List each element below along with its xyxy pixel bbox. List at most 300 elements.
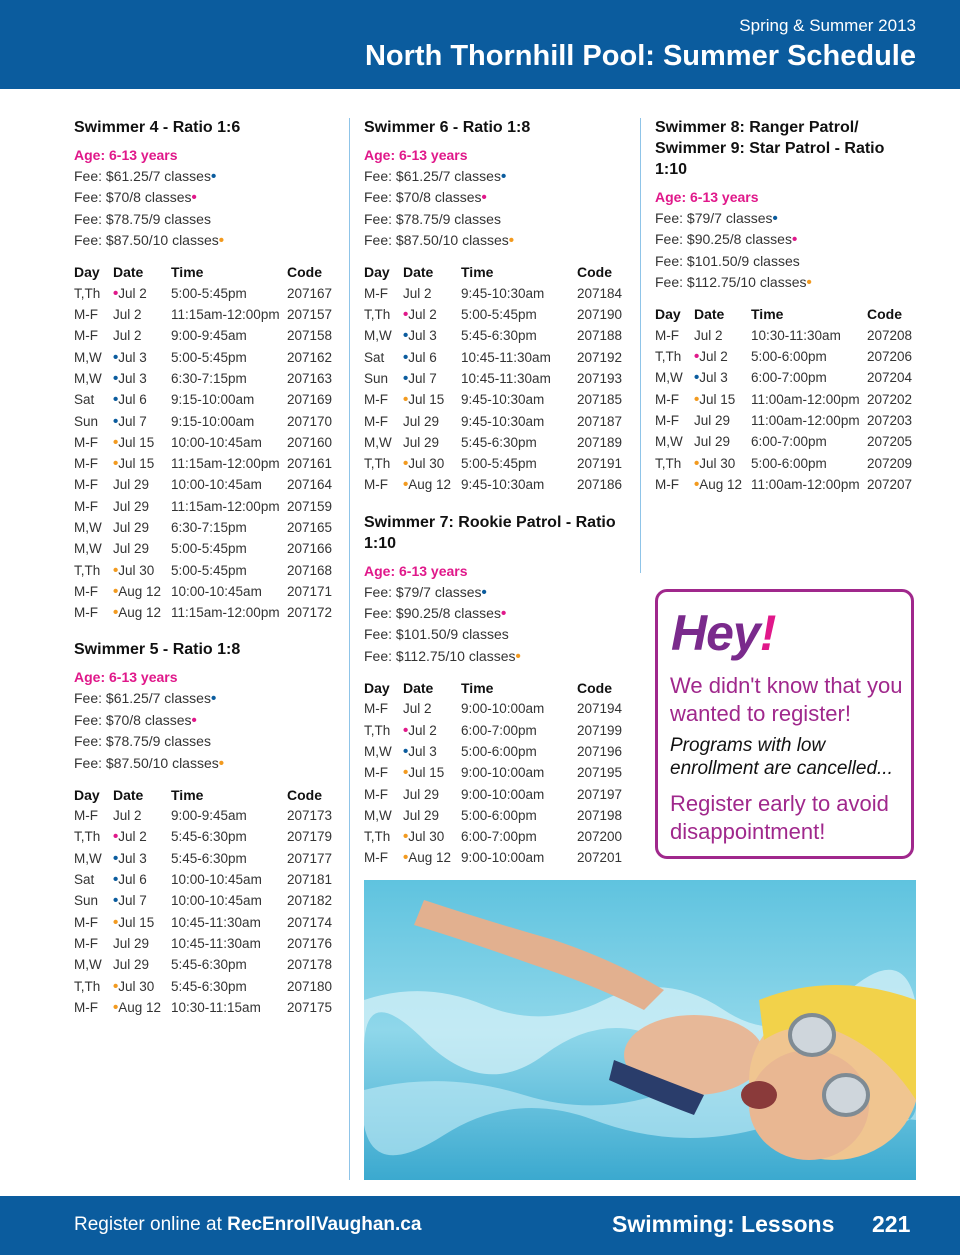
time-cell: 5:00-6:00pm (461, 743, 537, 759)
table-row (74, 283, 340, 304)
time-cell: 9:00-9:45am (171, 808, 247, 824)
code-cell: 207188 (577, 328, 623, 344)
fee-text: Fee: $79/7 classes (364, 583, 482, 600)
date-text: Jul 30 (408, 829, 445, 845)
day-cell: Sun (74, 413, 99, 429)
pink-dot-icon: • (191, 189, 197, 207)
day-cell: M-F (655, 412, 679, 428)
day-cell: M,W (655, 434, 683, 450)
date-cell (113, 304, 171, 325)
date-cell (113, 283, 171, 304)
time-cell: 5:00-5:45pm (171, 285, 247, 301)
date-text: Jul 2 (408, 307, 437, 323)
day-cell: M,W (74, 349, 102, 365)
blue-dot-icon: • (113, 391, 119, 409)
notice-line-1: We didn't know that you wanted to register! (670, 673, 903, 726)
date-text: Jul 30 (118, 978, 155, 994)
day-cell: M,W (364, 434, 392, 450)
page-number: 221 (872, 1211, 911, 1237)
code-cell: 207194 (577, 701, 623, 717)
column-header-time: Time (751, 306, 784, 323)
date-text: Aug 12 (408, 477, 452, 493)
day-cell: M,W (364, 328, 392, 344)
day-cell: M,W (364, 743, 392, 759)
day-cell: M-F (74, 456, 98, 472)
schedule-table (74, 784, 340, 1018)
code-cell: 207204 (867, 370, 913, 386)
section-title: Swimmer 5 - Ratio 1:8 (74, 641, 241, 659)
time-cell: 10:00-10:45am (171, 434, 262, 450)
date-cell (113, 410, 171, 431)
fee-text: Fee: $90.25/8 classes (364, 605, 501, 621)
fee-line (364, 230, 630, 251)
column-header-code: Code (287, 786, 322, 803)
fee-text: Fee: $70/8 classes (364, 189, 482, 206)
orange-dot-icon: • (218, 232, 225, 250)
date-text: Jul 3 (408, 743, 437, 759)
date-text: Aug 12 (118, 999, 162, 1015)
orange-dot-icon: • (218, 754, 225, 772)
code-cell: 207165 (287, 520, 333, 536)
register-online (74, 1214, 421, 1236)
code-cell: 207186 (577, 477, 623, 493)
code-cell: 207158 (287, 328, 333, 344)
table-row (364, 474, 630, 495)
column-header-time: Time (171, 264, 204, 281)
date-cell (403, 304, 461, 325)
time-cell: 5:00-6:00pm (751, 455, 827, 471)
date-text: Jul 30 (408, 456, 445, 472)
table-header-row (364, 262, 630, 283)
date-text: Jul 15 (118, 456, 155, 472)
day-cell: T,Th (655, 455, 682, 471)
date-text: Jul 2 (694, 327, 723, 343)
schedule-table (364, 262, 630, 496)
footer-section-name: Swimming: Lessons (612, 1211, 835, 1237)
code-cell: 207191 (577, 456, 623, 472)
day-cell: Sun (364, 370, 389, 386)
time-cell: 9:15-10:00am (171, 392, 255, 408)
orange-dot-icon: • (694, 390, 700, 408)
date-cell (113, 538, 171, 559)
time-cell: 6:00-7:00pm (461, 722, 537, 738)
table-row (74, 474, 340, 495)
season-label: Spring & Summer 2013 (739, 16, 916, 35)
table-row (655, 325, 917, 346)
table-row (655, 367, 917, 388)
day-cell: M-F (74, 583, 98, 599)
table-row (74, 389, 340, 410)
date-text: Jul 15 (699, 391, 736, 407)
section-title: Swimmer 4 - Ratio 1:6 (74, 119, 241, 136)
time-cell: 11:00am-12:00pm (751, 476, 860, 492)
date-text: Aug 12 (408, 850, 452, 866)
table-header-row (74, 262, 340, 283)
day-cell: T,Th (74, 978, 101, 994)
swimmer-photo (364, 880, 916, 1180)
date-text: Jul 29 (113, 477, 150, 493)
orange-dot-icon: • (403, 828, 409, 846)
table-row (655, 452, 917, 473)
date-text: Jul 2 (113, 328, 142, 344)
day-cell: M-F (364, 701, 388, 717)
date-text: Jul 30 (699, 455, 736, 471)
column-header-date: Date (403, 264, 434, 281)
date-cell (694, 325, 751, 346)
time-cell: 6:30-7:15pm (171, 520, 247, 536)
code-cell: 207180 (287, 978, 333, 994)
column-divider (640, 118, 641, 573)
date-text: Aug 12 (699, 476, 743, 492)
time-cell: 5:45-6:30pm (171, 829, 247, 845)
blue-dot-icon: • (113, 892, 119, 910)
day-cell: T,Th (655, 349, 682, 365)
date-cell (403, 325, 461, 346)
date-text: Jul 2 (118, 829, 147, 845)
table-row (74, 347, 340, 368)
fee-line (364, 582, 630, 603)
fee-text: Fee: $101.50/9 classes (655, 252, 800, 269)
date-cell (113, 805, 171, 826)
column-middle (364, 117, 630, 885)
day-cell: M-F (74, 605, 98, 621)
table-row (364, 283, 630, 304)
age-range: Age: 6-13 years (74, 669, 178, 686)
orange-dot-icon: • (403, 764, 409, 782)
fee-text: Fee: $101.50/9 classes (364, 626, 509, 643)
day-cell: M,W (364, 807, 392, 823)
day-cell: T,Th (74, 562, 101, 578)
blue-dot-icon: • (500, 168, 507, 185)
section-swimmer-6 (364, 117, 630, 496)
orange-dot-icon: • (403, 455, 409, 473)
table-row (364, 432, 630, 453)
pink-dot-icon: • (191, 711, 197, 729)
table-row (74, 325, 340, 346)
time-cell: 5:45-6:30pm (171, 978, 247, 994)
fee-line (655, 251, 917, 272)
day-cell: M,W (74, 541, 102, 557)
column-header-day: Day (364, 264, 390, 281)
date-cell (403, 389, 461, 410)
date-text: Jul 7 (118, 413, 147, 429)
table-row (74, 453, 340, 474)
column-header-day: Day (655, 306, 681, 323)
fee-text: Fee: $61.25/7 classes (364, 168, 501, 184)
code-cell: 207177 (287, 850, 333, 866)
pink-dot-icon: • (403, 306, 409, 324)
date-cell (113, 933, 171, 954)
table-row (364, 741, 630, 762)
blue-dot-icon: • (403, 348, 409, 366)
date-cell (113, 453, 171, 474)
fee-line (74, 209, 344, 230)
day-cell: M,W (655, 370, 683, 386)
register-site-link[interactable]: RecEnrollVaughan.ca (227, 1214, 422, 1235)
time-cell: 10:45-11:30am (461, 370, 551, 386)
table-row (655, 389, 917, 410)
time-cell: 5:00-6:00pm (751, 349, 827, 365)
code-cell: 207201 (577, 850, 623, 866)
date-text: Jul 6 (408, 349, 437, 365)
code-cell: 207169 (287, 392, 333, 408)
day-cell: M,W (74, 957, 102, 973)
code-cell: 207205 (867, 434, 913, 450)
code-cell: 207206 (867, 349, 913, 365)
date-text: Jul 29 (113, 520, 150, 536)
column-header-code: Code (287, 264, 322, 281)
date-text: Jul 29 (113, 541, 150, 557)
day-cell: T,Th (364, 456, 391, 472)
time-cell: 9:00-10:00am (461, 765, 545, 781)
table-row (74, 304, 340, 325)
date-cell (403, 283, 461, 304)
table-row (364, 325, 630, 346)
day-cell: M-F (74, 808, 98, 824)
table-header-row (655, 304, 917, 325)
time-cell: 10:00-10:45am (171, 893, 262, 909)
blue-dot-icon: • (403, 742, 409, 760)
code-cell: 207193 (577, 370, 623, 386)
column-header-date: Date (694, 306, 725, 323)
day-cell: M-F (74, 477, 98, 493)
schedule-table (74, 262, 340, 624)
column-header-day: Day (74, 786, 100, 803)
code-cell: 207166 (287, 541, 333, 557)
table-row (364, 304, 630, 325)
date-cell (113, 368, 171, 389)
blue-dot-icon: • (210, 690, 217, 708)
fee-line (364, 624, 630, 645)
table-row (364, 783, 630, 804)
date-text: Aug 12 (118, 583, 162, 599)
code-cell: 207209 (867, 455, 913, 471)
date-text: Jul 3 (118, 370, 147, 386)
code-cell: 207159 (287, 498, 333, 514)
date-cell (113, 975, 171, 996)
notice-line-3: Register early to avoid disappointment! (670, 791, 889, 844)
column-header-day: Day (364, 679, 390, 696)
orange-dot-icon: • (113, 561, 119, 579)
table-row (655, 431, 917, 452)
fee-text: Fee: $78.75/9 classes (364, 210, 501, 227)
day-cell: M-F (655, 391, 679, 407)
fee-line (364, 166, 630, 187)
date-text: Jul 2 (403, 701, 432, 717)
blue-dot-icon: • (772, 210, 778, 227)
orange-dot-icon: • (113, 977, 119, 995)
time-cell: 9:15-10:00am (171, 413, 255, 429)
day-cell: M-F (74, 498, 98, 514)
orange-dot-icon: • (113, 998, 119, 1016)
code-cell: 207172 (287, 605, 333, 621)
column-header-code: Code (577, 264, 612, 281)
column-header-time: Time (461, 264, 494, 281)
code-cell: 207197 (577, 786, 623, 802)
code-cell: 207195 (577, 765, 623, 781)
date-text: Jul 7 (118, 893, 147, 909)
fee-text: Fee: $61.25/7 classes (74, 168, 211, 184)
time-cell: 6:00-7:00pm (751, 370, 827, 386)
pink-dot-icon: • (113, 284, 119, 302)
date-text: Aug 12 (118, 605, 162, 621)
code-cell: 207207 (867, 476, 913, 492)
table-row (74, 432, 340, 453)
code-cell: 207202 (867, 391, 913, 407)
pink-dot-icon: • (791, 231, 798, 249)
time-cell: 5:45-6:30pm (461, 328, 537, 344)
code-cell: 207185 (577, 392, 623, 408)
time-cell: 11:15am-12:00pm (171, 605, 280, 621)
date-text: Jul 29 (403, 786, 440, 802)
date-cell (113, 954, 171, 975)
date-cell (113, 911, 171, 932)
notice-line-2: Programs with low enrollment are cancelled... (670, 735, 893, 779)
code-cell: 207179 (287, 829, 333, 845)
table-header-row (364, 677, 630, 698)
code-cell: 207163 (287, 370, 333, 386)
date-text: Jul 30 (118, 562, 155, 578)
blue-dot-icon: • (694, 369, 700, 387)
table-row (74, 602, 340, 623)
date-cell (403, 347, 461, 368)
blue-dot-icon: • (113, 369, 119, 387)
date-text: Jul 29 (403, 434, 440, 450)
column-header-code: Code (867, 306, 902, 323)
section-title: Swimmer 8: Ranger Patrol/ Swimmer 9: Star Patrol - Ratio 1:10 (655, 119, 885, 178)
code-cell: 207208 (867, 327, 913, 343)
blue-dot-icon: • (481, 583, 487, 601)
date-text: Jul 15 (118, 914, 155, 930)
orange-dot-icon: • (113, 433, 119, 451)
code-cell: 207174 (287, 914, 333, 930)
date-cell (403, 698, 461, 719)
date-text: Jul 29 (113, 498, 150, 514)
date-text: Jul 29 (403, 807, 440, 823)
date-cell (113, 890, 171, 911)
blue-dot-icon: • (113, 412, 119, 430)
time-cell: 9:45-10:30am (461, 477, 545, 493)
table-row (364, 389, 630, 410)
date-cell (113, 325, 171, 346)
code-cell: 207167 (287, 285, 333, 301)
table-row (74, 538, 340, 559)
blue-dot-icon: • (113, 849, 119, 867)
day-cell: M-F (655, 476, 679, 492)
date-cell (113, 517, 171, 538)
table-row (74, 911, 340, 932)
date-cell (403, 762, 461, 783)
register-early-notice (655, 589, 914, 859)
day-cell: M-F (364, 786, 388, 802)
table-row (74, 410, 340, 431)
table-row (364, 368, 630, 389)
column-header-date: Date (113, 264, 144, 281)
date-text: Jul 2 (408, 722, 437, 738)
table-row (655, 474, 917, 495)
date-text: Jul 6 (118, 872, 147, 888)
code-cell: 207160 (287, 434, 333, 450)
schedule-table (655, 304, 917, 495)
fee-line (655, 208, 917, 229)
orange-dot-icon: • (694, 475, 700, 493)
date-cell (113, 602, 171, 623)
table-row (74, 848, 340, 869)
time-cell: 9:00-9:45am (171, 328, 247, 344)
page-footer (0, 1196, 960, 1255)
day-cell: M-F (364, 285, 388, 301)
page-header (0, 0, 960, 89)
day-cell: M-F (74, 935, 98, 951)
date-text: Jul 2 (118, 285, 147, 301)
table-row (364, 805, 630, 826)
fee-text: Fee: $78.75/9 classes (74, 733, 211, 750)
date-cell (403, 720, 461, 741)
time-cell: 11:00am-12:00pm (751, 391, 860, 407)
date-text: Jul 2 (113, 808, 142, 824)
orange-dot-icon: • (694, 454, 700, 472)
section-swimmer-7 (364, 512, 630, 869)
date-cell (694, 410, 751, 431)
day-cell: M-F (74, 999, 98, 1015)
code-cell: 207171 (287, 583, 333, 599)
date-cell (113, 581, 171, 602)
fee-line (364, 209, 630, 230)
day-cell: M-F (74, 914, 98, 930)
hey-word: Hey (671, 605, 760, 661)
age-range: Age: 6-13 years (655, 189, 759, 205)
date-text: Jul 15 (118, 434, 155, 450)
fee-text: Fee: $70/8 classes (74, 711, 192, 728)
date-cell (403, 368, 461, 389)
column-header-time: Time (171, 786, 204, 803)
date-text: Jul 3 (699, 370, 728, 386)
time-cell: 5:00-5:45pm (171, 541, 247, 557)
section-swimmer-8-9 (655, 117, 917, 495)
code-cell: 207173 (287, 808, 333, 824)
fee-text: Fee: $112.75/10 classes (655, 274, 807, 291)
table-row (364, 847, 630, 868)
code-cell: 207184 (577, 285, 623, 301)
date-cell (694, 431, 751, 452)
blue-dot-icon: • (210, 168, 217, 185)
code-cell: 207199 (577, 722, 623, 738)
code-cell: 207187 (577, 413, 623, 429)
date-text: Jul 6 (118, 392, 147, 408)
table-row (74, 975, 340, 996)
fee-text: Fee: $79/7 classes (655, 210, 773, 226)
table-row (364, 762, 630, 783)
date-cell (694, 474, 751, 495)
fee-text: Fee: $78.75/9 classes (74, 210, 211, 227)
day-cell: T,Th (74, 285, 101, 301)
date-text: Jul 15 (408, 392, 445, 408)
time-cell: 10:00-10:45am (171, 477, 262, 493)
time-cell: 10:00-10:45am (171, 872, 262, 888)
age-range: Age: 6-13 years (364, 562, 468, 579)
time-cell: 5:45-6:30pm (171, 850, 247, 866)
date-text: Jul 3 (118, 349, 147, 365)
table-row (74, 997, 340, 1018)
table-row (364, 698, 630, 719)
column-header-day: Day (74, 264, 100, 281)
table-header-row (74, 784, 340, 805)
orange-dot-icon: • (113, 582, 119, 600)
column-left (74, 117, 344, 1034)
table-row (655, 346, 917, 367)
blue-dot-icon: • (403, 369, 409, 387)
day-cell: T,Th (364, 722, 391, 738)
